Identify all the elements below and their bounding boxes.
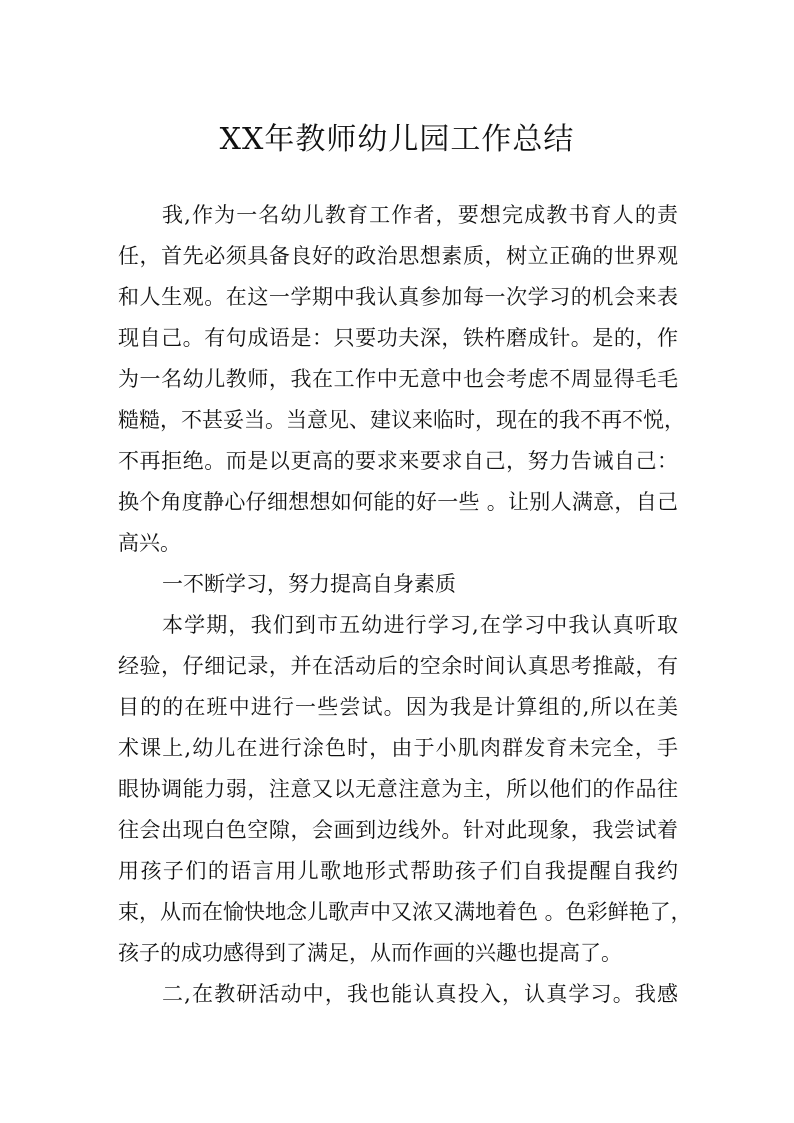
- document-body: [118, 195, 692, 1015]
- paragraph-line: 我,作为一名幼儿教育工作者，要想完成教书育人的责: [162, 203, 678, 227]
- section-heading: 一不断学习，努力提高自身素质: [162, 572, 456, 596]
- paragraph-line: 眼协调能力弱，注意又以无意注意为主，所以他们的作品往: [118, 777, 678, 801]
- paragraph-line: 孩子的成功感得到了满足，从而作画的兴趣也提高了。: [118, 941, 622, 965]
- paragraph-line: 二,在教研活动中，我也能认真投入，认真学习。我感: [162, 982, 678, 1006]
- paragraph-line: 换个角度静心仔细想想如何能的好一些 。让别人满意，自己: [118, 490, 678, 514]
- paragraph-line: 糙糙，不甚妥当。当意见、建议来临时，现在的我不再不悦，: [118, 408, 685, 432]
- paragraph-line: 和人生观。在这一学期中我认真参加每一次学习的机会来表: [118, 285, 678, 309]
- paragraph-line: 为一名幼儿教师，我在工作中无意中也会考虑不周显得毛毛: [118, 367, 678, 391]
- paragraph-line: 本学期，我们到市五幼进行学习,在学习中我认真听取: [162, 613, 678, 637]
- paragraph-line: 任，首先必须具备良好的政治思想素质，树立正确的世界观: [118, 244, 678, 268]
- paragraph-line: 经验，仔细记录，并在活动后的空余时间认真思考推敲，有: [118, 654, 678, 678]
- paragraph-line: 目的的在班中进行一些尝试。因为我是计算组的,所以在美: [118, 695, 678, 719]
- document-title: XX年教师幼儿园工作总结: [219, 122, 575, 158]
- paragraph-line: 束，从而在愉快地念儿歌声中又浓又满地着色 。色彩鲜艳了，: [118, 900, 692, 924]
- paragraph-line: 用孩子们的语言用儿歌地形式帮助孩子们自我提醒自我约: [118, 859, 678, 883]
- paragraph-line: 往会出现白色空隙，会画到边线外。针对此现象，我尝试着: [118, 818, 678, 842]
- paragraph-line: 高兴。: [118, 531, 181, 555]
- paragraph-line: 术课上,幼儿在进行涂色时，由于小肌肉群发育未完全，手: [118, 736, 678, 760]
- paragraph-line: 不再拒绝。而是以更高的要求来要求自己，努力告诫自己：: [118, 449, 678, 473]
- paragraph-line: 现自己。有句成语是：只要功夫深，铁杵磨成针。是的，作: [118, 326, 678, 350]
